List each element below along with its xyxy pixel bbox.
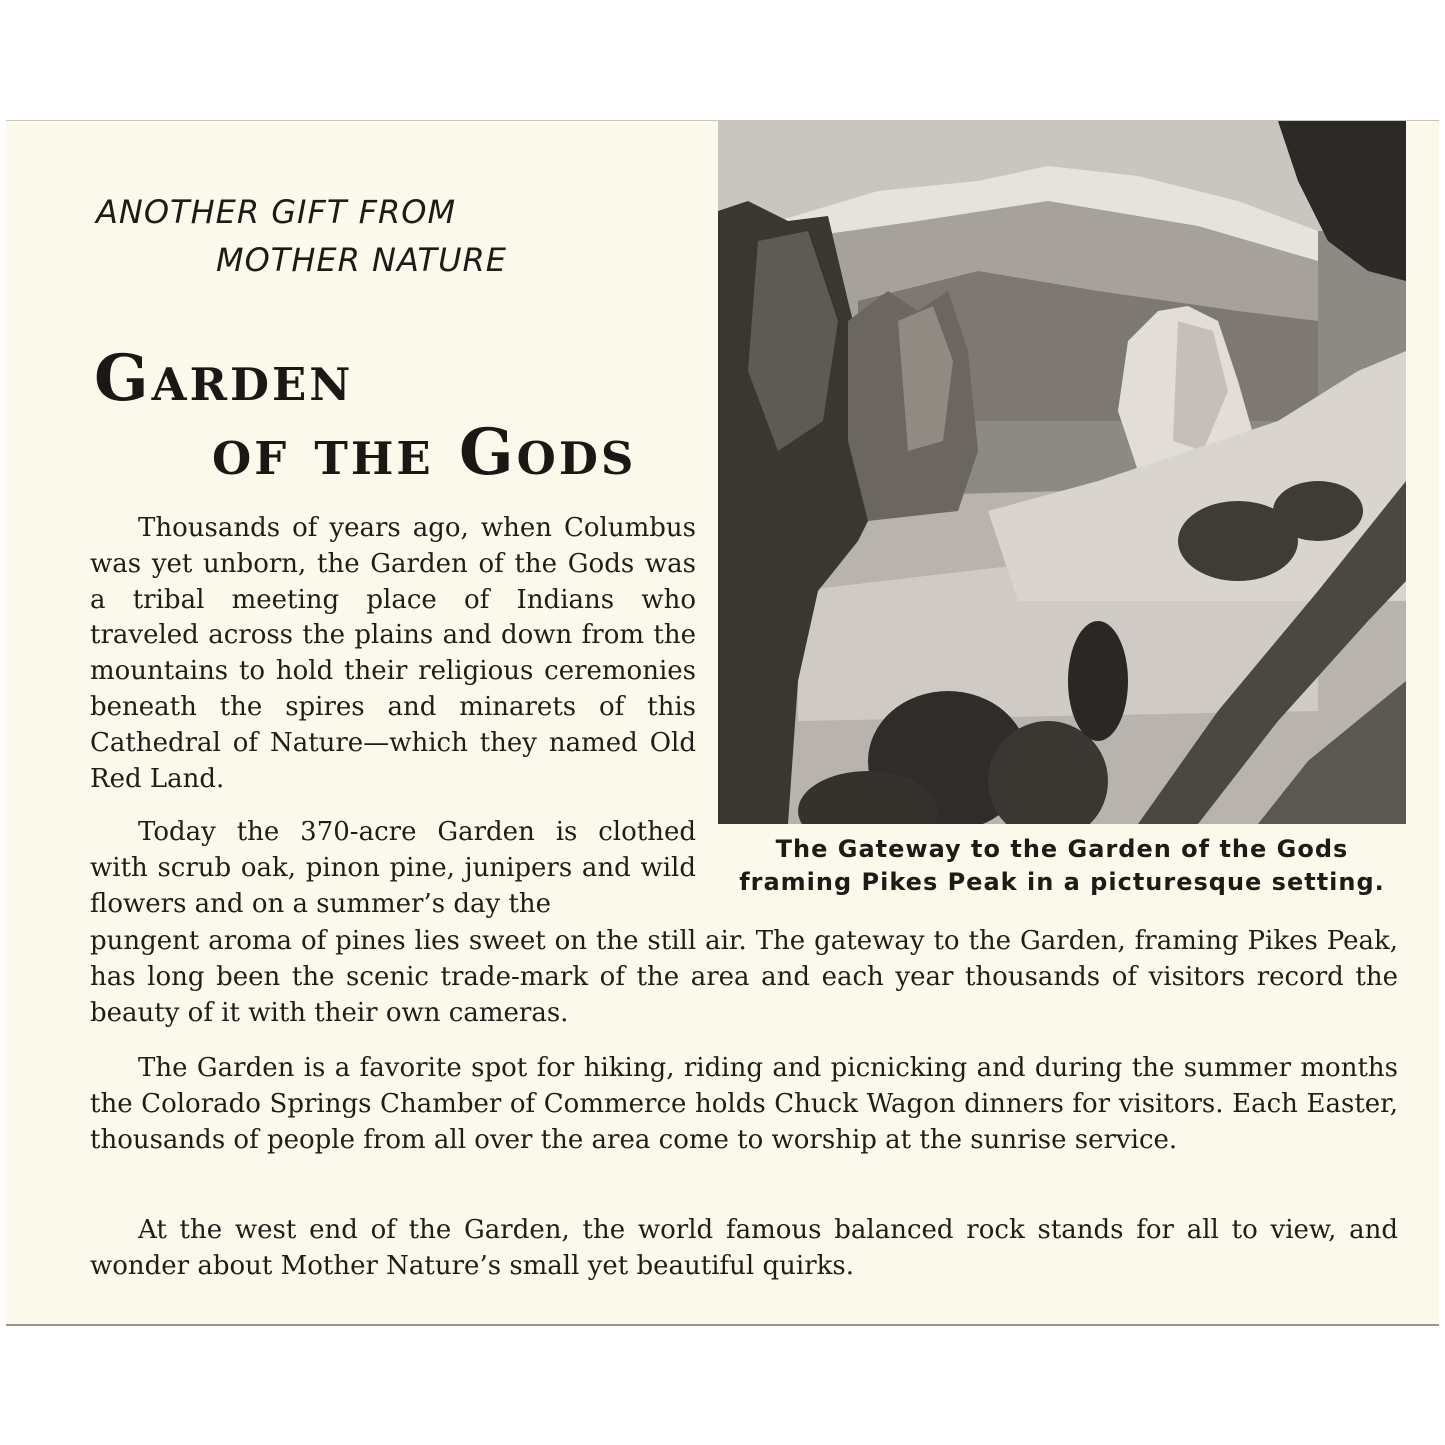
left-column [90, 511, 696, 923]
paragraph-4: At the west end of the Garden, the world famous balanced rock stands for all to view, and wonder about Mother Nature’s small yet beautiful quirks. [90, 1215, 1398, 1281]
paragraph-2-end: pungent aroma of pines lies sweet on the still air. The gateway to the Garden, framing Pikes Peak, has long been the scenic trade-mark of the area and each year thousands of visitors record the beauty of it with their own cameras. [90, 926, 1398, 1028]
caption-line-1: The Gateway to the Garden of the Gods [775, 835, 1349, 863]
headline-line-2: of the Gods [212, 415, 637, 490]
paragraph-2-start: Today the 370-acre Garden is clothed with scrub oak, pinon pine, junipers and wild flowers and on a summer’s day the [90, 817, 696, 919]
brochure-page [6, 120, 1439, 1326]
kicker-line-1: ANOTHER GIFT FROM [96, 193, 457, 231]
caption-line-2: framing Pikes Peak in a picturesque setting. [739, 868, 1385, 896]
paragraph-3: The Garden is a favorite spot for hiking, riding and picnicking and during the summer months the Colorado Springs Chamber of Commerce holds Chuck Wagon dinners for visitors. Each Easter, thousands of people from all over the area come to worship at the sunrise service. [90, 1053, 1398, 1155]
gateway-photo [718, 121, 1406, 824]
paragraph-1: Thousands of years ago, when Columbus was yet unborn, the Garden of the Gods was a tribal meeting place of Indians who traveled across the plains and down from the mountains to hold their religious ceremonies beneath the spires and minarets of this Cathedral of Nature—which they named Old Red Land. [90, 513, 696, 794]
kicker-line-2: MOTHER NATURE [216, 241, 507, 279]
photo-caption [718, 833, 1406, 899]
headline-line-1: Garden [94, 341, 354, 416]
